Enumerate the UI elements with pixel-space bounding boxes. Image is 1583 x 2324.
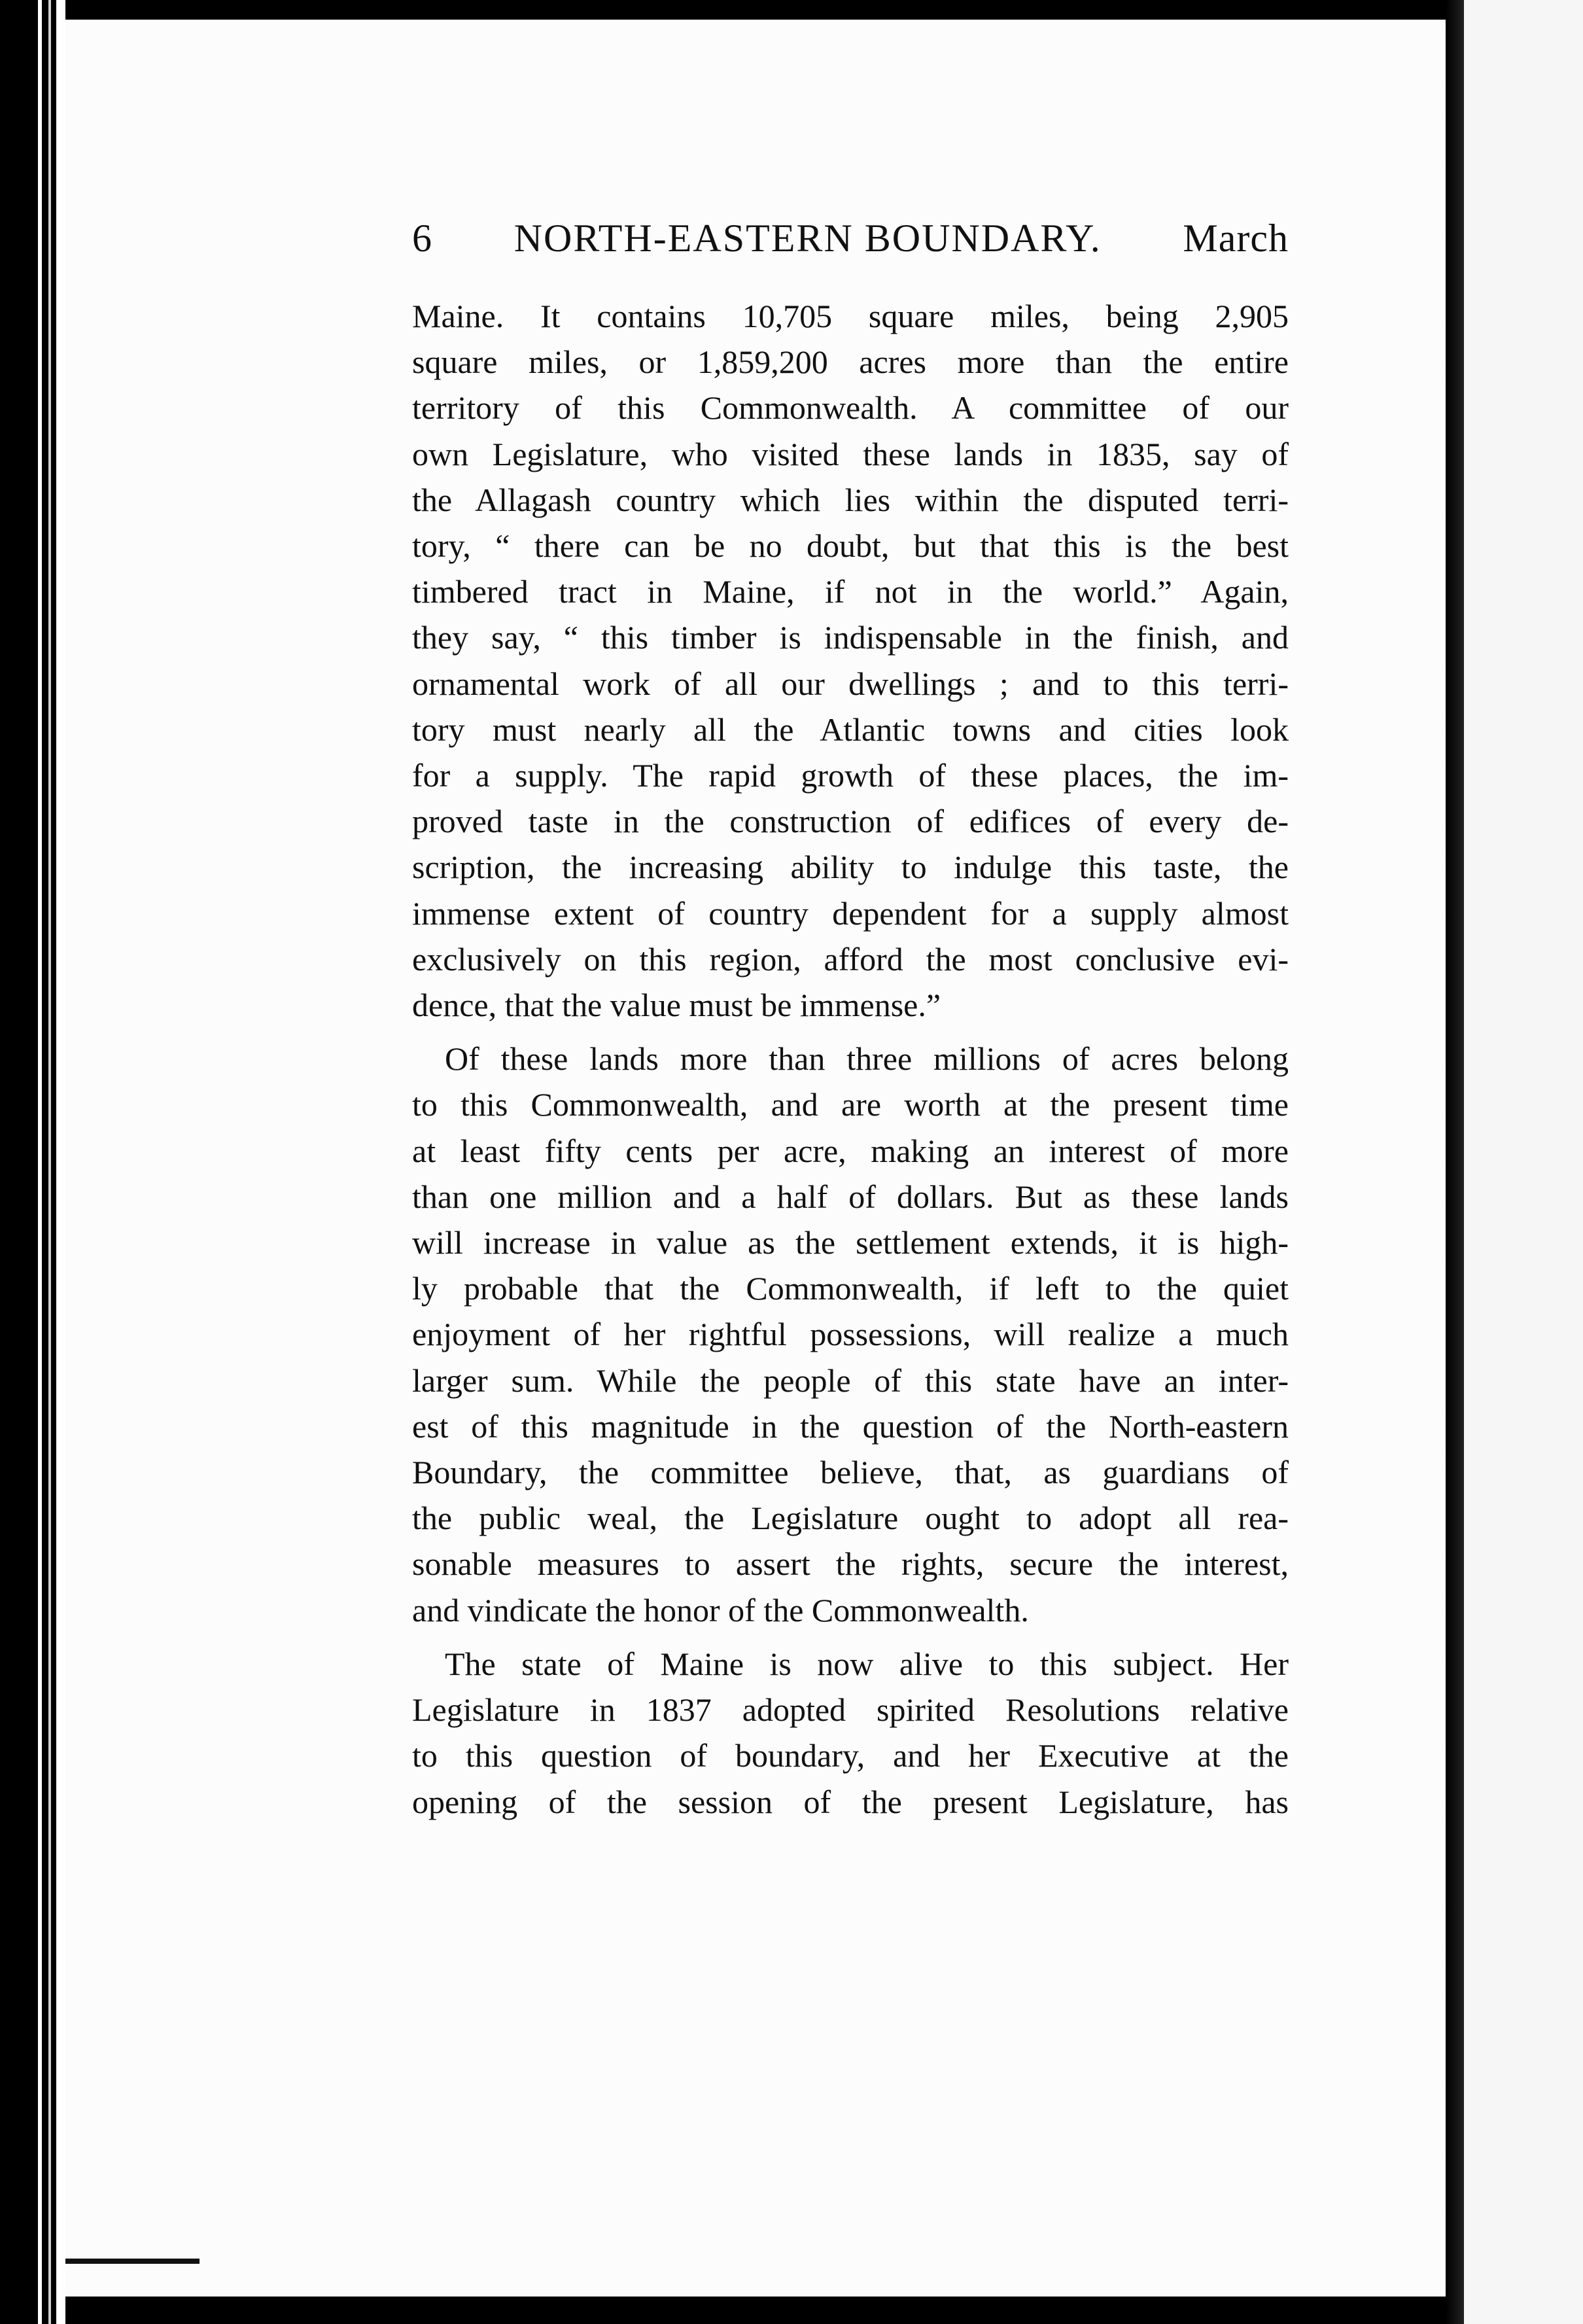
- text-line: Legislature in 1837 adopted spirited Resolutions relative: [412, 1691, 1289, 1729]
- text-line: the public weal, the Legislature ought to adopt all rea-: [412, 1500, 1289, 1537]
- text-line: own Legislature, who visited these lands in 1835, say of: [412, 435, 1289, 472]
- text-line: territory of this Commonwealth. A committee of our: [412, 389, 1289, 427]
- text-line: sonable measures to assert the rights, secure the interest,: [412, 1545, 1289, 1583]
- paragraph-3: [412, 1641, 1289, 1825]
- text-line: scription, the increasing ability to indulge this taste, the: [412, 849, 1289, 886]
- running-month: March: [1183, 217, 1289, 260]
- running-head: [412, 216, 1289, 275]
- text-line: timbered tract in Maine, if not in the world.” Again,: [412, 573, 1289, 610]
- text-line: Of these lands more than three millions of acres belong: [445, 1040, 1289, 1078]
- text-line: Boundary, the committee believe, that, as guardians of: [412, 1454, 1289, 1491]
- paragraph-1: [412, 293, 1289, 1028]
- text-line: est of this magnitude in the question of the North-eastern: [412, 1407, 1289, 1445]
- text-line: The state of Maine is now alive to this subject. Her: [445, 1645, 1289, 1682]
- text-line: ornamental work of all our dwellings ; and to this terri-: [412, 665, 1289, 702]
- paragraph-2: [412, 1036, 1289, 1633]
- page-text-block: [412, 216, 1289, 1825]
- text-line: to this Commonwealth, and are worth at the present time: [412, 1086, 1289, 1123]
- left-binding-edge: [0, 0, 65, 2324]
- bottom-left-rule: [65, 2259, 200, 2264]
- text-line: square miles, or 1,859,200 acres more than the entire: [412, 343, 1289, 381]
- text-line: they say, “ this timber is indispensable in the finish, and: [412, 619, 1289, 656]
- text-line: tory, “ there can be no doubt, but that this is the best: [412, 527, 1289, 565]
- text-line: proved taste in the construction of edifices of every de-: [412, 803, 1289, 840]
- text-line: to this question of boundary, and her Executive at the: [412, 1737, 1289, 1774]
- body-text: [412, 293, 1289, 1825]
- text-line: ly probable that the Commonwealth, if left to the quiet: [412, 1270, 1289, 1307]
- page-number: 6: [412, 217, 432, 260]
- running-title: NORTH-EASTERN BOUNDARY.: [513, 217, 1102, 260]
- text-line: Maine. It contains 10,705 square miles, being 2,905: [412, 298, 1289, 334]
- text-line: dence, that the value must be immense.”: [412, 987, 941, 1024]
- text-line: for a supply. The rapid growth of these places, the im-: [412, 757, 1289, 794]
- text-line: enjoyment of her rightful possessions, will realize a much: [412, 1316, 1289, 1353]
- right-page-edge: [1446, 0, 1583, 2324]
- text-line: and vindicate the honor of the Commonwealth.: [412, 1591, 1029, 1629]
- text-line: the Allagash country which lies within the disputed terri-: [412, 481, 1289, 518]
- text-line: exclusively on this region, afford the most conclusive evi-: [412, 940, 1289, 977]
- text-line: immense extent of country dependent for a supply almost: [412, 894, 1289, 932]
- text-line: larger sum. While the people of this state have an inter-: [412, 1362, 1289, 1399]
- text-line: at least fifty cents per acre, making an interest of more: [412, 1132, 1289, 1169]
- text-line: opening of the session of the present Legislature, has: [412, 1783, 1289, 1820]
- text-line: will increase in value as the settlement extends, it is high-: [412, 1224, 1289, 1261]
- text-line: tory must nearly all the Atlantic towns and cities look: [412, 711, 1289, 748]
- text-line: than one million and a half of dollars. But as these lands: [412, 1178, 1289, 1215]
